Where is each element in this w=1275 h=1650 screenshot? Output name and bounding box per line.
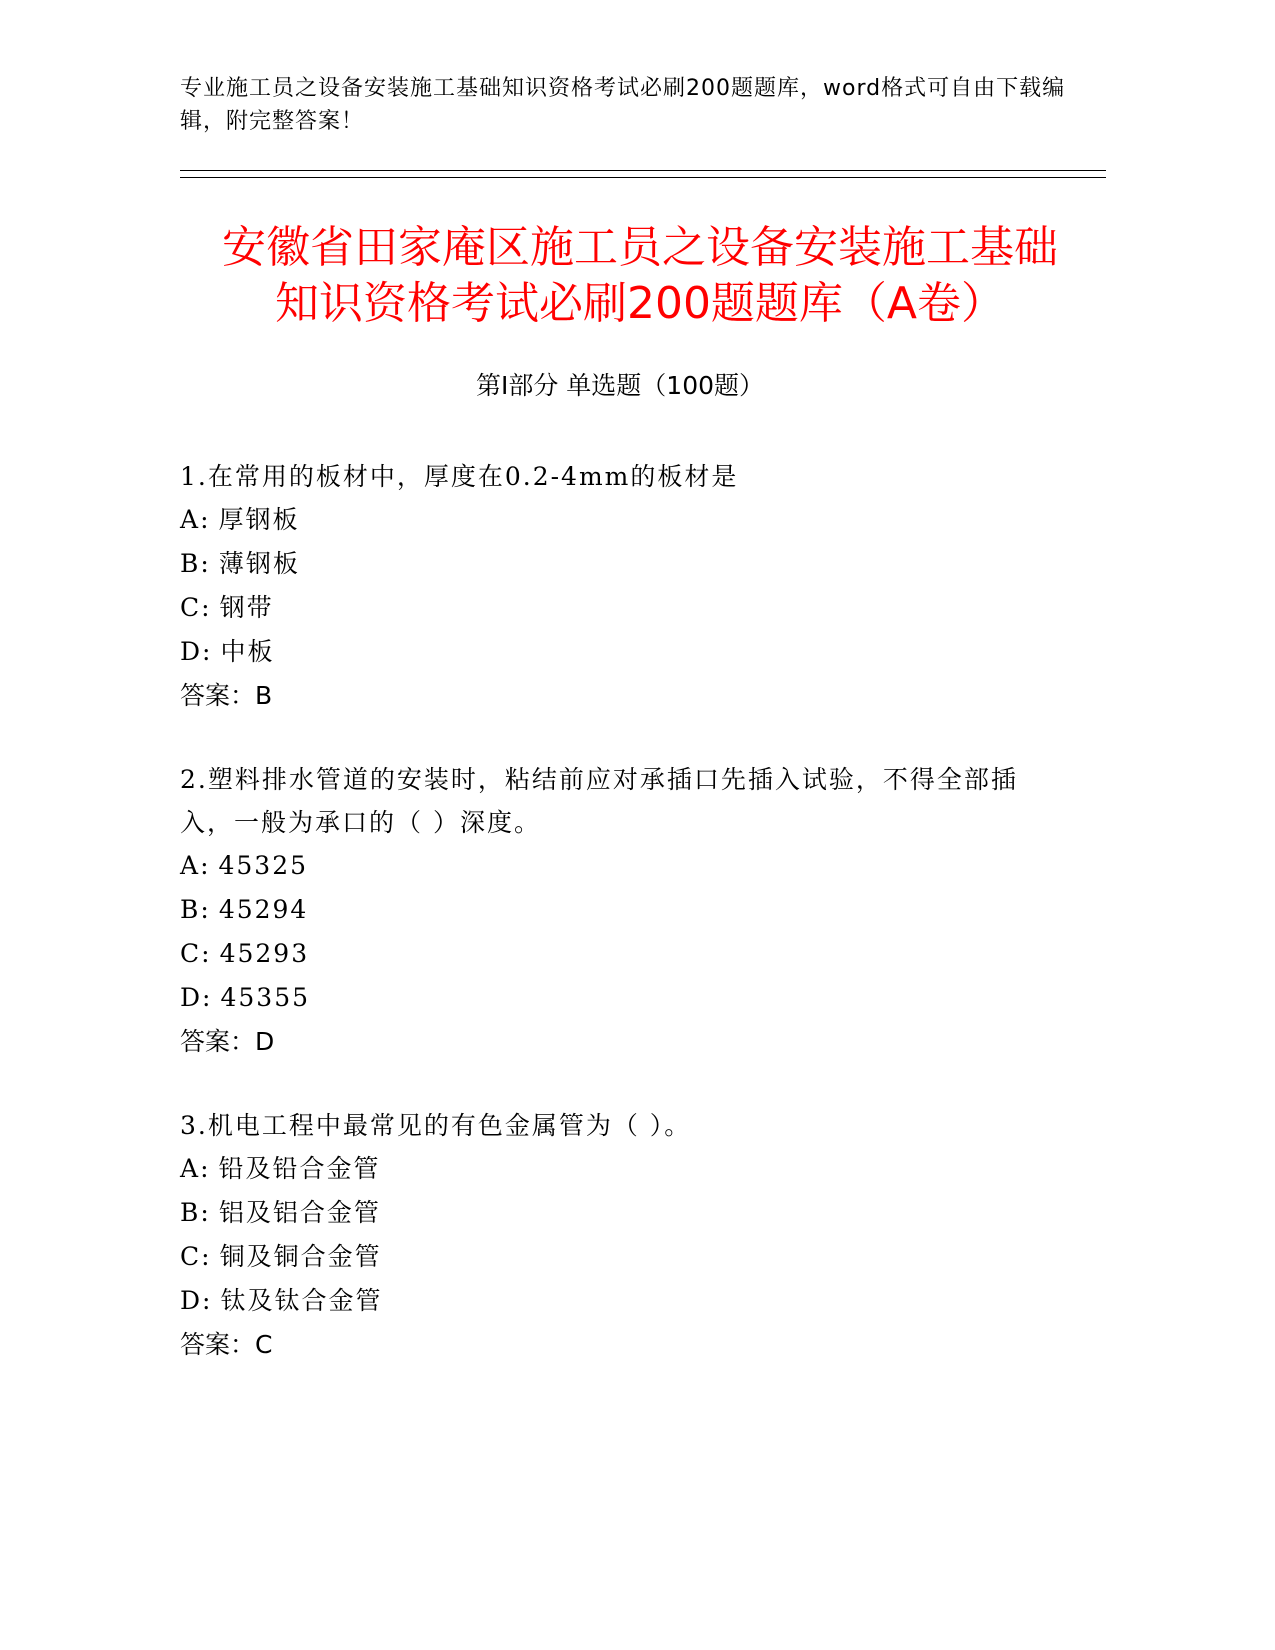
option-text: 厚钢板 — [218, 505, 300, 534]
option-b — [180, 542, 1060, 586]
question-list — [180, 455, 1060, 1407]
answer: 答案：B — [180, 681, 273, 710]
question-1 — [180, 455, 1060, 718]
option-text: 45355 — [220, 983, 311, 1012]
document-title-line-1: 安徽省田家庵区施工员之设备安装施工基础 — [222, 222, 1058, 273]
option-separator: : — [202, 1286, 213, 1315]
option-c — [180, 932, 1060, 976]
option-separator: : — [200, 895, 211, 924]
option-text: 钛及钛合金管 — [220, 1286, 383, 1315]
option-b — [180, 888, 1060, 932]
option-b — [180, 1191, 1060, 1235]
option-letter: A — [180, 1154, 201, 1183]
option-letter: C — [180, 593, 202, 622]
option-separator: : — [201, 593, 212, 622]
option-separator: : — [200, 505, 211, 534]
question-stem: 3.机电工程中最常见的有色金属管为（ ）。 — [180, 1111, 692, 1140]
option-separator: : — [200, 851, 211, 880]
option-letter: A — [180, 851, 201, 880]
option-c — [180, 1235, 1060, 1279]
question-2 — [180, 758, 1060, 1064]
option-text: 铜及铜合金管 — [219, 1242, 382, 1271]
option-a — [180, 844, 1060, 888]
header-divider-top — [180, 170, 1106, 171]
option-letter: B — [180, 895, 201, 924]
option-separator: : — [201, 939, 212, 968]
option-separator: : — [200, 1198, 211, 1227]
section-heading: 第Ⅰ部分 单选题（100题） — [475, 371, 765, 400]
question-stem: 2.塑料排水管道的安装时，粘结前应对承插口先插入试验，不得全部插入，一般为承口的（ ）深度。 — [180, 765, 1018, 837]
answer: 答案：D — [180, 1027, 275, 1056]
option-text: 薄钢板 — [218, 549, 300, 578]
document-title — [160, 220, 1120, 332]
option-letter: B — [180, 1198, 201, 1227]
option-d — [180, 630, 1060, 674]
option-separator: : — [201, 1242, 212, 1271]
option-letter: C — [180, 1242, 202, 1271]
header-divider-bottom — [180, 177, 1106, 178]
option-d — [180, 1279, 1060, 1323]
option-text: 45325 — [218, 851, 309, 880]
option-separator: : — [202, 637, 213, 666]
option-d — [180, 976, 1060, 1020]
option-c — [180, 586, 1060, 630]
option-separator: : — [202, 983, 213, 1012]
option-letter: B — [180, 549, 201, 578]
question-stem: 1.在常用的板材中，厚度在0.2-4mm的板材是 — [180, 462, 739, 491]
option-letter: D — [180, 637, 203, 666]
answer: 答案：C — [180, 1330, 273, 1359]
option-letter: C — [180, 939, 202, 968]
option-text: 45294 — [218, 895, 309, 924]
option-text: 铅及铅合金管 — [218, 1154, 381, 1183]
option-separator: : — [200, 1154, 211, 1183]
option-separator: : — [200, 549, 211, 578]
option-letter: D — [180, 983, 203, 1012]
header-note: 专业施工员之设备安装施工基础知识资格考试必刷200题题库，word格式可自由下载编辑，附完整答案！ — [180, 76, 1066, 134]
option-text: 45293 — [219, 939, 310, 968]
option-a — [180, 498, 1060, 542]
option-text: 中板 — [220, 637, 275, 666]
option-text: 钢带 — [219, 593, 274, 622]
option-text: 铝及铝合金管 — [218, 1198, 381, 1227]
document-title-line-2: 知识资格考试必刷200题题库（A卷） — [274, 278, 1006, 329]
option-a — [180, 1147, 1060, 1191]
question-3 — [180, 1104, 1060, 1367]
option-letter: A — [180, 505, 201, 534]
option-letter: D — [180, 1286, 203, 1315]
